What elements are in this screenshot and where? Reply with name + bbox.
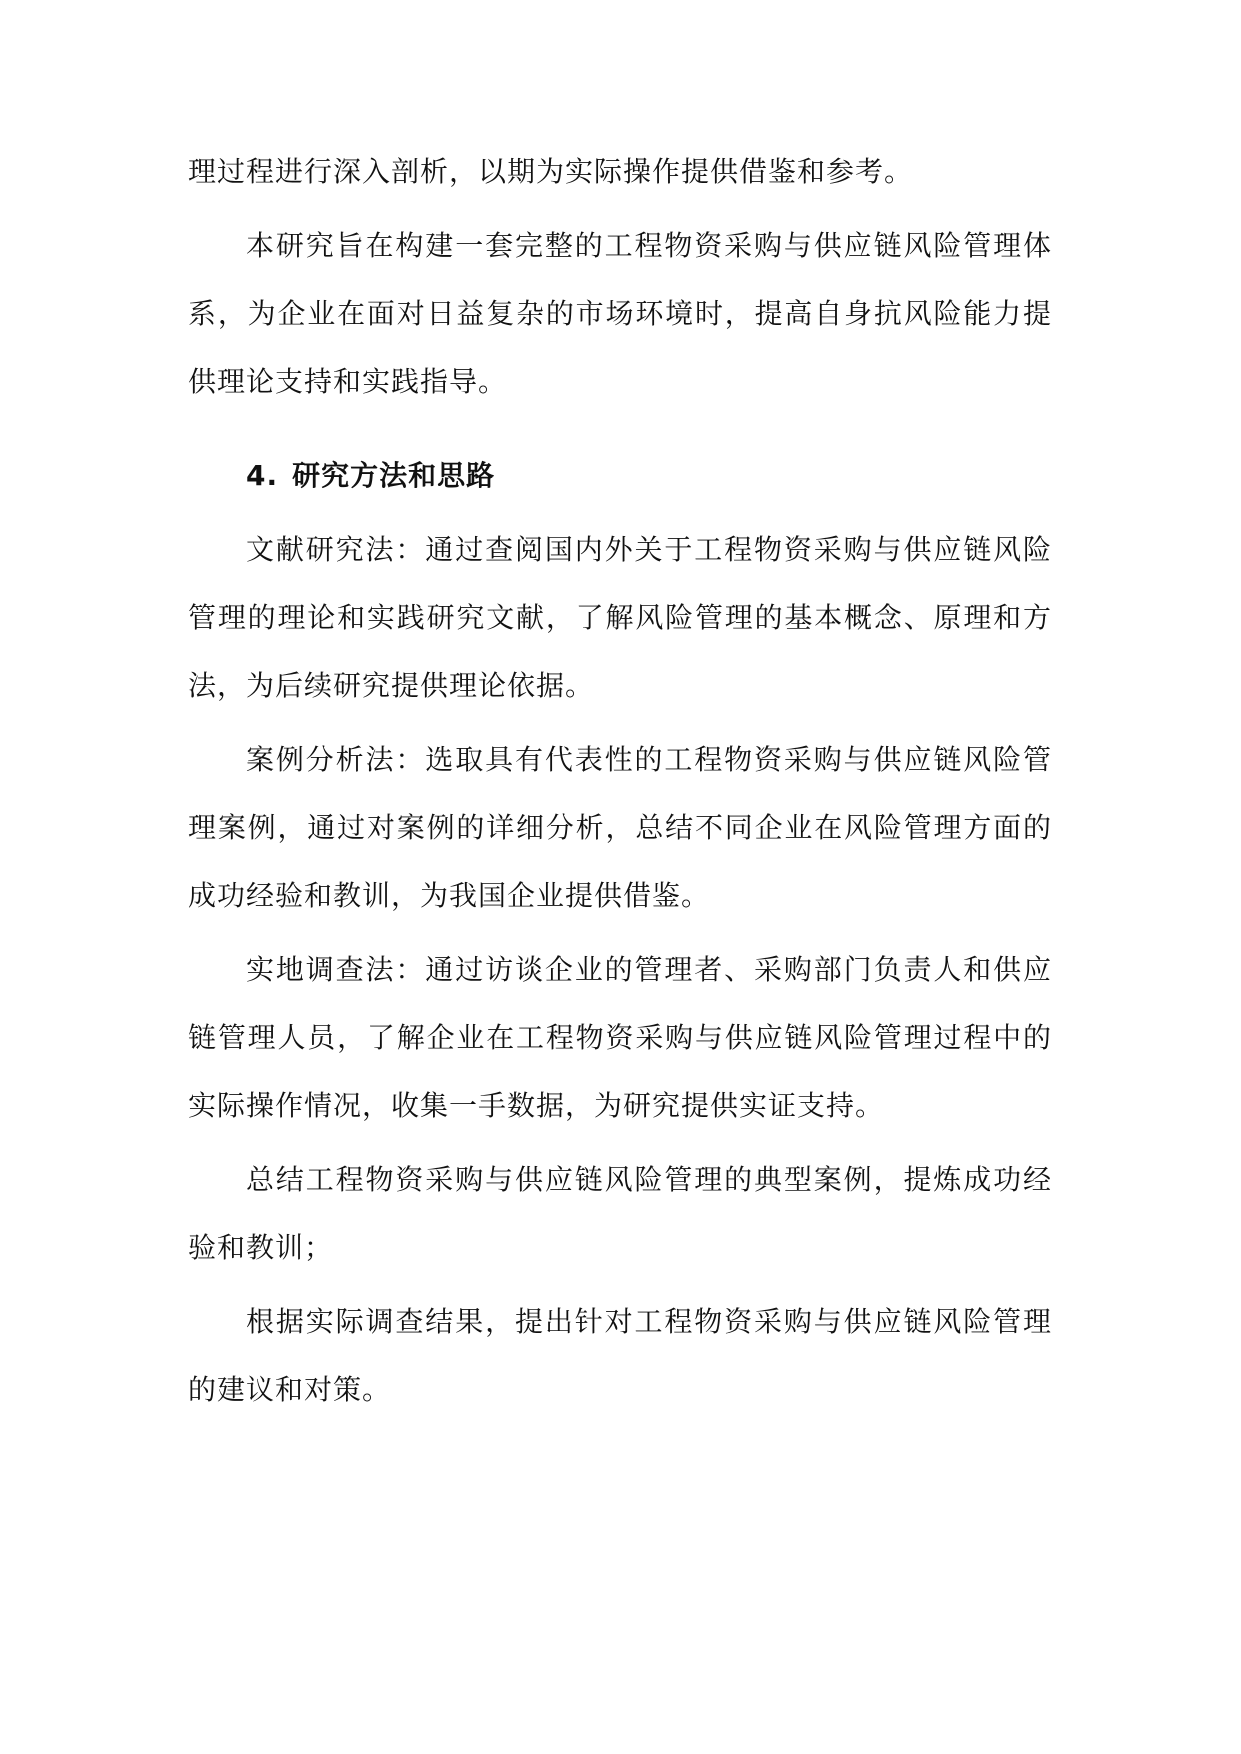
paragraph-recommendations: 根据实际调查结果，提出针对工程物资采购与供应链风险管理的建议和对策。	[188, 1305, 1052, 1406]
paragraph-field-method: 实地调查法：通过访谈企业的管理者、采购部门负责人和供应链管理人员，了解企业在工程物资采购与供应链风险管理过程中的实际操作情况，收集一手数据，为研究提供实证支持。	[188, 953, 1052, 1122]
section-title: 研究方法和思路	[292, 459, 496, 492]
document-body	[188, 138, 1052, 1430]
paragraph-literature-method: 文献研究法：通过查阅国内外关于工程物资采购与供应链风险管理的理论和实践研究文献，了解风险管理的基本概念、原理和方法，为后续研究提供理论依据。	[188, 533, 1052, 702]
section-heading	[188, 442, 1052, 510]
section-number: 4.	[246, 459, 279, 492]
paragraph-research-goal: 本研究旨在构建一套完整的工程物资采购与供应链风险管理体系，为企业在面对日益复杂的市场环境时，提高自身抗风险能力提供理论支持和实践指导。	[188, 229, 1052, 398]
paragraph-case-method: 案例分析法：选取具有代表性的工程物资采购与供应链风险管理案例，通过对案例的详细分析，总结不同企业在风险管理方面的成功经验和教训，为我国企业提供借鉴。	[188, 743, 1052, 912]
paragraph-continuation: 理过程进行深入剖析，以期为实际操作提供借鉴和参考。	[188, 155, 914, 188]
paragraph-summary-cases: 总结工程物资采购与供应链风险管理的典型案例，提炼成功经验和教训；	[188, 1163, 1052, 1264]
